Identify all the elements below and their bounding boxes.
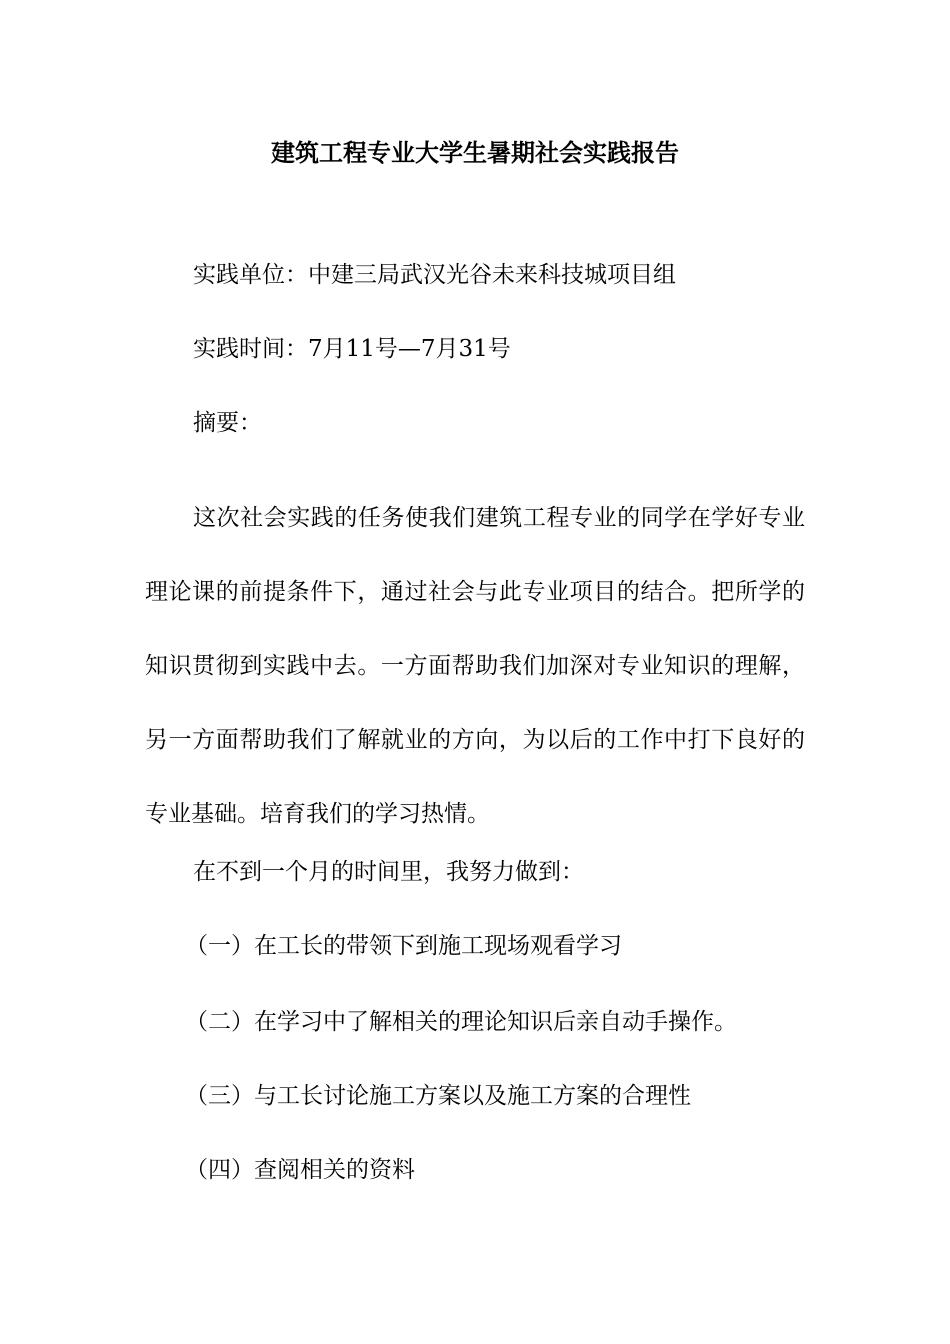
list-item: （一）在工长的带领下到施工现场观看学习 — [185, 933, 622, 959]
list-item: （四）查阅相关的资料 — [185, 1157, 415, 1183]
list-item: （二）在学习中了解相关的理论知识后亲自动手操作。 — [185, 1009, 737, 1035]
list-item: （三）与工长讨论施工方案以及施工方案的合理性 — [185, 1083, 691, 1109]
abstract-paragraph: 这次社会实践的任务使我们建筑工程专业的同学在学好专业理论课的前提条件下，通过社会与此专业项目的结合。把所学的知识贯彻到实践中去。一方面帮助我们加深对专业知识的理解，另一方面帮助我们了解就业的方向，为以后的工作中打下良好的专业基础。培育我们的学习热情。 — [145, 505, 805, 827]
practice-unit-line: 实践单位：中建三局武汉光谷未来科技城项目组 — [193, 262, 676, 288]
practice-time-line: 实践时间：7月11号—7月31号 — [193, 336, 511, 362]
intro-line: 在不到一个月的时间里，我努力做到： — [193, 859, 584, 885]
document-title: 建筑工程专业大学生暑期社会实践报告 — [271, 139, 679, 167]
abstract-label: 摘要： — [193, 410, 262, 436]
